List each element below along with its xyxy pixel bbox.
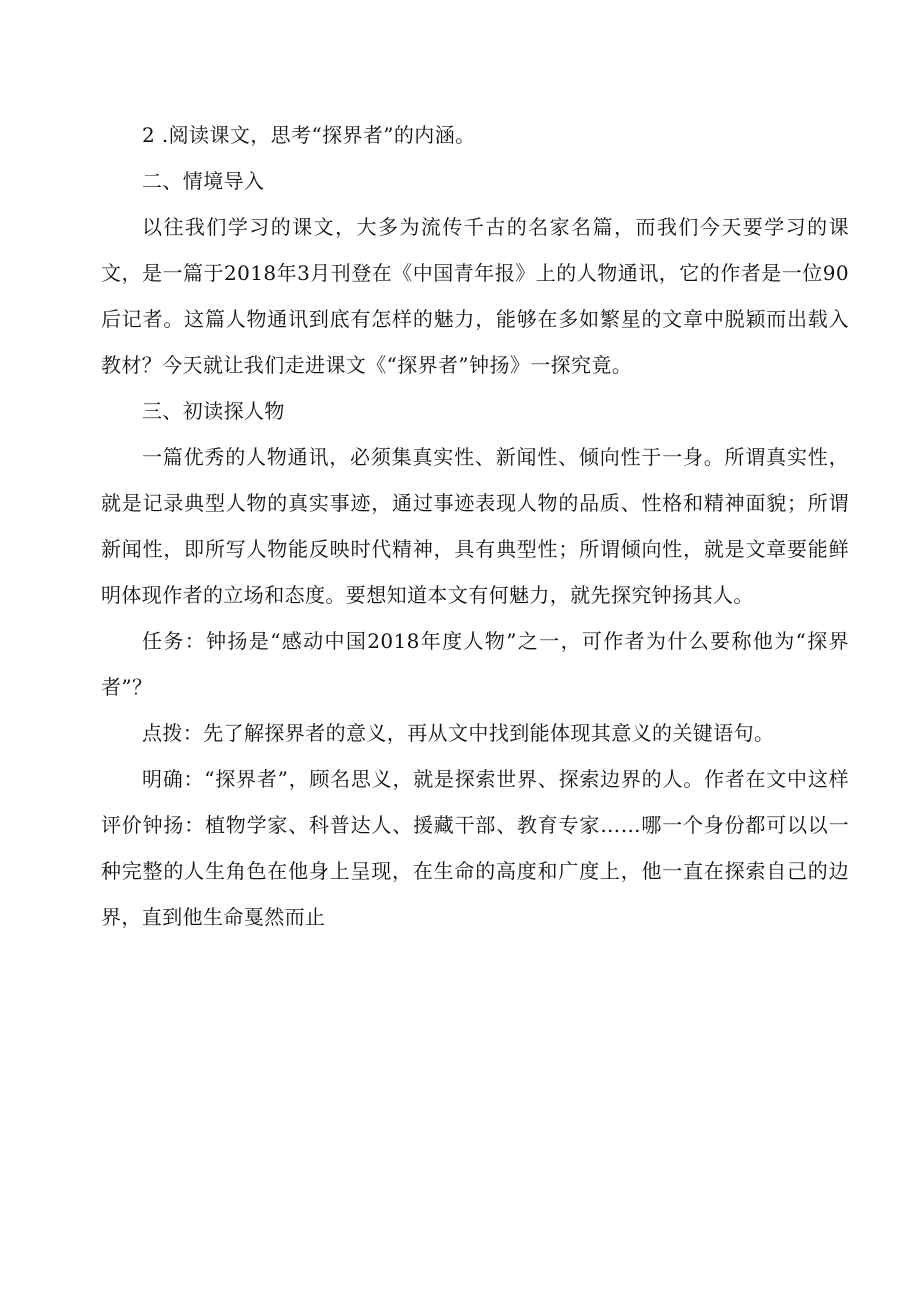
section-heading-3: 三、初读探人物	[142, 399, 285, 423]
task-paragraph: 任务：钟扬是“感动中国2018年度人物”之一，可作者为什么要称他为“探界者”？	[101, 629, 849, 699]
answer-paragraph: 明确：“探界者”，顾名思义，就是探索世界、探索边界的人。作者在文中这样评价钟扬：植物学家、科普达人、援藏干部、教育专家……哪一个身份都可以以一种完整的人生角色在他身上呈现，在生命的高度和广度上，他一直在探索自己的边界，直到他生命戛然而止	[101, 767, 849, 929]
section-heading-2: 二、情境导入	[142, 169, 265, 193]
intro-paragraph: 以往我们学习的课文，大多为流传千古的名家名篇，而我们今天要学习的课文，是一篇于2018年3月刊登在《中国青年报》上的人物通讯，它的作者是一位90后记者。这篇人物通讯到底有怎样的魅力，能够在多如繁星的文章中脱颖而出载入教材？今天就让我们走进课文《“探界者”钟扬》一探究竟。	[101, 215, 849, 377]
item-2-line: 2 .阅读课文，思考“探界者”的内涵。	[142, 123, 476, 147]
reading-paragraph: 一篇优秀的人物通讯，必须集真实性、新闻性、倾向性于一身。所谓真实性，就是记录典型人物的真实事迹，通过事迹表现人物的品质、性格和精神面貌；所谓新闻性，即所写人物能反映时代精神，具有典型性；所谓倾向性，就是文章要能鲜明体现作者的立场和态度。要想知道本文有何魅力，就先探究钟扬其人。	[101, 445, 849, 607]
hint-paragraph: 点拨：先了解探界者的意义，再从文中找到能体现其意义的关键语句。	[142, 721, 775, 745]
document-body	[101, 112, 849, 940]
